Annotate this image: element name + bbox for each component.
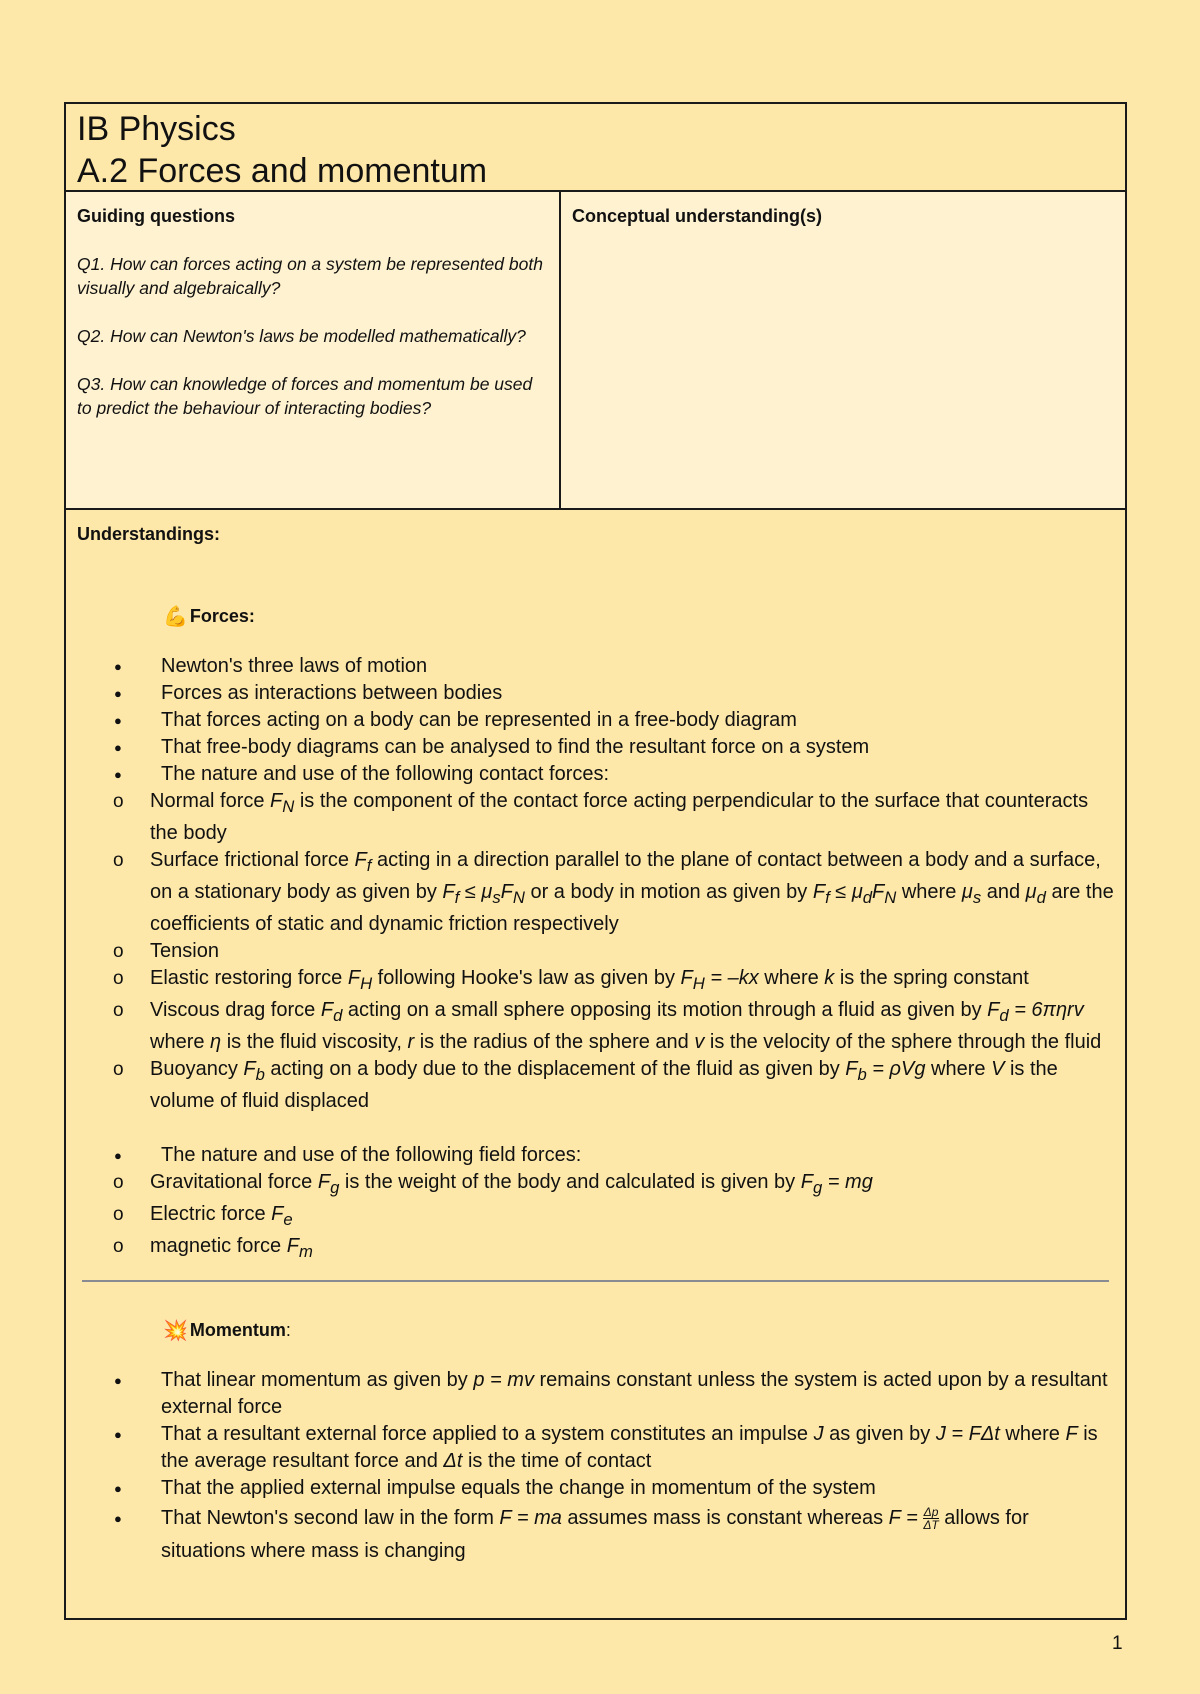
contact-forces-list (77, 788, 1114, 1115)
understandings-cell (66, 510, 1125, 1580)
momentum-title: Momentum (189, 1320, 286, 1340)
list-item: ● That Newton's second law in the form F = ma assumes mass is constant whereas F = $\frac{\Delta p}{\Delta T}$ allows for situations where mass is changing (77, 1502, 1114, 1568)
momentum-section-title: 💥 Momentum : (163, 1320, 291, 1342)
title-block (66, 104, 1125, 192)
conceptual-understanding-cell (561, 192, 1125, 508)
magnetic-item: o magnetic force $F_m$ (77, 1233, 1114, 1265)
list-item: ● Forces as interactions between bodies (77, 680, 1114, 707)
buoyancy-item: o Buoyancy $F_b$ acting on a body due to the displacement of the fluid as given by $F_b = \rho Vg$ where V is the volume of fluid displaced (77, 1056, 1114, 1115)
list-item: ● That linear momentum as given by p = mv remains constant unless the system is acted upon by a resultant external force (77, 1367, 1114, 1421)
contact-forces-label: The nature and use of the following contact forces: (161, 763, 610, 785)
momentum-list (77, 1367, 1114, 1568)
list-item: ● That forces acting on a body can be represented in a free-body diagram (77, 707, 1114, 734)
list-item: ● That free-body diagrams can be analysed to find the resultant force on a system (77, 734, 1114, 761)
flexed-biceps-icon: 💪 (163, 606, 188, 628)
friction-item: o Surface frictional force $F_f$ acting in a direction parallel to the plane of contact between a body and a surface, on a stationary body as given by $F_f \le \mu_sF_N$ or a body in motion as given by $F_f \le \mu_dF_N$ where $\mu_s$ and $\mu_d$ are the coefficients of static and dynamic friction respectively (77, 847, 1114, 938)
dp-dt-fraction: $\frac{\Delta p}{\Delta T}$ (923, 1505, 939, 1533)
guiding-questions-heading: Guiding questions (77, 206, 235, 226)
forces-section-title (163, 604, 1114, 629)
elastic-item: o Elastic restoring force $F_H$ following Hooke's law as given by $F_H = -kx$ where k is the spring constant (77, 965, 1114, 997)
question-2: Q2. How can Newton's laws be modelled mathematically? (77, 326, 526, 346)
guiding-questions-cell (66, 192, 561, 508)
field-forces-list (77, 1169, 1114, 1265)
drag-item: o Viscous drag force $F_d$ acting on a small sphere opposing its motion through a fluid as given by $F_d = 6\pi\eta rv$ where η is the fluid viscosity, r is the radius of the sphere and v is the velocity of the sphere through the fluid (77, 997, 1114, 1056)
list-item: ● That a resultant external force applied to a system constitutes an impulse J as given by J = FΔt where F is the average resultant force and Δt is the time of contact (77, 1421, 1114, 1475)
forces-title: Forces: (189, 606, 255, 626)
electric-item: o Electric force $F_e$ (77, 1201, 1114, 1233)
field-forces-label: The nature and use of the following field forces: (161, 1144, 582, 1166)
collision-icon: 💥 (163, 1320, 188, 1342)
tension-item: o Tension (77, 938, 1114, 965)
page-number: 1 (1112, 1633, 1123, 1654)
list-item: ● That the applied external impulse equals the change in momentum of the system (77, 1475, 1114, 1502)
normal-force-item: o Normal force $F_N$ is the component of the contact force acting perpendicular to the surface that counteracts the body (77, 788, 1114, 847)
questions-row (66, 192, 1125, 510)
document-sheet (64, 102, 1127, 1620)
section-divider (82, 1280, 1109, 1282)
question-3: Q3. How can knowledge of forces and momentum be used to predict the behaviour of interacting bodies? (77, 374, 533, 418)
forces-list (77, 653, 1114, 1265)
topic-title: A.2 Forces and momentum (77, 152, 488, 190)
understandings-heading: Understandings: (77, 524, 221, 544)
list-item: ● Newton's three laws of motion (77, 653, 1114, 680)
list-item (77, 1142, 1114, 1265)
conceptual-heading: Conceptual understanding(s) (572, 206, 823, 226)
list-item (77, 761, 1114, 1115)
course-title: IB Physics (77, 110, 236, 148)
gravitational-item: o Gravitational force $F_g$ is the weight of the body and calculated is given by $F_g$ = mg (77, 1169, 1114, 1201)
question-1: Q1. How can forces acting on a system be represented both visually and algebraically? (77, 254, 543, 298)
